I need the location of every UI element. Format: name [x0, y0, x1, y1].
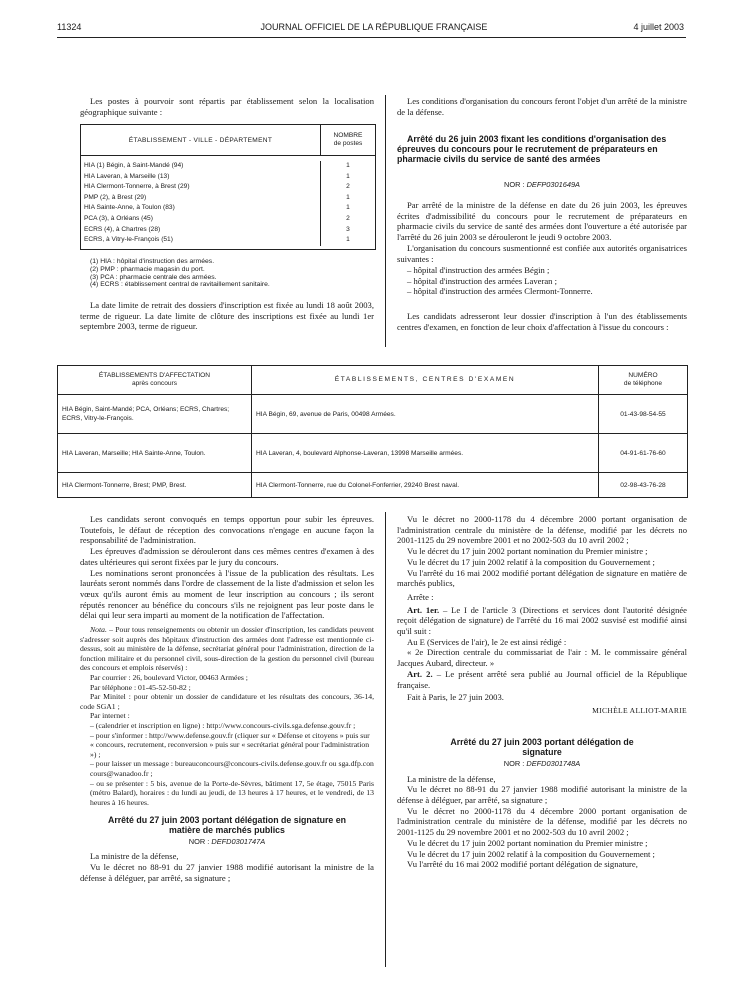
postes-name: HIA Sainte-Anne, à Toulon (83)	[81, 203, 321, 214]
postes-notes	[90, 258, 270, 289]
internet-item: – pour laisser un message : bureauconcours@concours-civils.defense.gouv.fr ou sga.dfp.concours@wanadoo.fr ;	[90, 759, 374, 778]
t2-h3-line1: NUMÉRO	[628, 372, 658, 379]
nota-line: Par Minitel : pour obtenir un dossier de candidature et les résultats des concours, 36-14, code SGA1 ;	[80, 692, 374, 711]
list-item: – hôpital d'instruction des armées Clermont-Tonnerre.	[407, 286, 593, 297]
dates-paragraph: La date limite de retrait des dossiers d'inscription est fixée au lundi 18 août 2003, terme de rigueur. La date limite de clôture des inscriptions est fixée au lundi 1er septembre 2003, terme de rigueur.	[80, 300, 374, 332]
t2-h1-line1: ÉTABLISSEMENTS D'AFFECTATION	[98, 372, 211, 379]
journal-title: JOURNAL OFFICIEL DE LA RÉPUBLIQUE FRANÇAISE	[260, 22, 488, 32]
arrete-word: Arrête :	[407, 591, 434, 602]
art1-text: – Le I de l'article 3 (Directions et services dont l'autorité désignée reçoit délégation de signature) de l'arrêté du 16 mai 2002 susvisé est modifié ainsi qu'il suit :	[397, 604, 687, 637]
column-rule-bottom	[385, 512, 386, 967]
nor-line-3	[397, 759, 687, 768]
art2-text: – Le présent arrêté sera publié au Journal officiel de la République française.	[397, 668, 688, 690]
postes-name: PMP (2), à Brest (29)	[81, 193, 321, 204]
postes-name: HIA Laveran, à Marseille (13)	[81, 172, 321, 183]
article-1	[397, 605, 687, 637]
postes-name: PCA (3), à Orléans (45)	[81, 214, 321, 225]
postes-count: 1	[346, 172, 350, 180]
vu-decret-gouvernement: Vu le décret du 17 juin 2002 relatif à la composition du Gouvernement ;	[407, 556, 655, 567]
nor-label: NOR :	[188, 837, 210, 847]
nota-text: – Pour tous renseignements ou obtenir un dossier d'inscription, les candidats peuvent s'adresser soit auprès des hôpitaux d'instruction des armées dont l'adresse est mentionnée ci-dessus, soit au ministère de la défense, secrétariat général pour l'administration, direction de la fonction militaire et du personnel civil, sous-direction de la gestion du personnel civil (bureau des concours et emplois réservés) :	[80, 625, 374, 673]
issue-date: 4 juillet 2003	[633, 22, 684, 32]
table-row	[81, 172, 375, 183]
nominations-paragraph: Les nominations seront prononcées à l'issue de la publication des résultats. Les lauréats seront nommés dans l'ordre de classement de la liste d'admission et selon les vœux qu'ils auront émis au moment de leur inscription au concours ; ils seront réputés renoncer au bénéfice du concours s'ils ne rejoignent pas leur poste dans le délai qui leur sera imparti au moment de la notification de l'affectation.	[80, 567, 374, 621]
note-line: (3) PCA : pharmacie centrale des armées.	[90, 273, 217, 281]
t2-centre: HIA Laveran, 4, boulevard Alphonse-Laveran, 13998 Marseille armées.	[252, 434, 599, 472]
centres-examen-table	[57, 365, 688, 498]
table-row	[81, 225, 375, 236]
t2-col-affectation	[58, 366, 252, 394]
arrete-p2: L'organisation du concours susmentionné est confiée aux autorités organisatrices suivantes :	[397, 243, 687, 264]
nor-line-2	[80, 837, 374, 846]
t2-centre: HIA Bégin, 69, avenue de Paris, 00498 Armées.	[252, 395, 599, 433]
table-row	[58, 395, 687, 434]
table-row	[81, 203, 375, 214]
nota-line: Par courrier : 26, boulevard Victor, 00463 Armées ;	[90, 673, 248, 682]
b-vu-88-91: Vu le décret no 88-91 du 27 janvier 1988 modifié autorisant la ministre de la défense à déléguer, par arrêté, sa signature ;	[397, 784, 687, 806]
postes-table	[80, 124, 376, 250]
postes-count: 3	[346, 225, 350, 233]
postes-name: HIA (1) Bégin, à Saint-Mandé (94)	[81, 161, 321, 172]
arrete-title-marches: Arrêté du 27 juin 2003 portant délégation de signature en matière de marchés publics	[107, 815, 347, 836]
t2-telephone: 02-98-43-76-28	[620, 482, 666, 489]
article-2	[397, 669, 687, 690]
postes-count: 1	[346, 204, 350, 212]
b-vu-premier-ministre: Vu le décret du 17 juin 2002 portant nomination du Premier ministre ;	[407, 837, 648, 848]
t2-telephone: 04-91-61-76-60	[620, 449, 666, 457]
b-vu-arrete: Vu l'arrêté du 16 mai 2002 modifié portant délégation de signature,	[407, 859, 638, 870]
postes-col-nombre	[321, 125, 375, 155]
nota-label: Nota.	[90, 625, 107, 635]
arrete-p1: Par arrêté de la ministre de la défense en date du 26 juin 2003, les épreuves écrites d'admissibilité du concours pour le recrutement de préparateurs en pharmacie civils du service de santé des armées dont l'ouverture a été autorisée par l'arrêté du 26 juin 2003 se dérouleront le jeudi 9 octobre 2003.	[397, 200, 687, 243]
nombre-line2: de postes	[333, 140, 363, 147]
table-row	[58, 434, 687, 473]
internet-item: – ou se présenter : 5 bis, avenue de la Porte-de-Sèvres, bâtiment 17, 5e étage, 75015 Paris (métro Balard), horaires : du lundi au jeudi, de 13 heures à 17 heures, et le vendredi, de 13 heures à 16 heures.	[90, 778, 374, 807]
left-bottom-column	[80, 514, 374, 883]
postes-name: HIA Clermont-Tonnerre, à Brest (29)	[81, 182, 321, 193]
nota-paragraph	[80, 625, 374, 673]
arrete-title-signature: Arrêté du 27 juin 2003 portant délégation de signature	[450, 736, 634, 757]
nor-label: NOR :	[503, 180, 525, 189]
nor-line-1	[397, 180, 687, 189]
internet-item: – (calendrier et inscription en ligne) : http://www.concours-civils.sga.defense.gouv.fr ;	[90, 720, 356, 730]
nota-line: Par internet :	[90, 711, 130, 721]
column-rule-top	[385, 95, 386, 347]
admission-paragraph: Les épreuves d'admission se dérouleront dans ces mêmes centres d'examen à des dates ultérieures qui seront fixées par le jury du concours.	[80, 546, 374, 567]
conditions-paragraph: Les conditions d'organisation du concours feront l'objet d'un arrêté de la ministre de la défense.	[397, 96, 687, 117]
table-row	[81, 214, 375, 225]
fait-a-paris: Fait à Paris, le 27 juin 2003.	[407, 692, 504, 703]
t2-affectation: HIA Laveran, Marseille; HIA Sainte-Anne, Toulon.	[58, 434, 252, 472]
nor-label: NOR :	[503, 758, 525, 768]
note-line: (1) HIA : hôpital d'instruction des armées.	[90, 258, 215, 265]
t2-centre: HIA Clermont-Tonnerre, rue du Colonel-Fonferrier, 29240 Brest naval.	[252, 473, 599, 498]
t2-affectation: HIA Clermont-Tonnerre, Brest; PMP, Brest.	[58, 473, 252, 498]
internet-item: – pour s'informer : http://www.defense.gouv.fr (cliquer sur « Défense et citoyens » puis sur « concours, recrutement, reconversion » puis sur « secrétariat général pour l'administration ») ;	[90, 730, 370, 759]
t2-col-telephone	[599, 366, 687, 394]
art1-label: Art. 1er.	[407, 604, 440, 615]
postes-count: 1	[346, 162, 350, 169]
arrete-title-26-juin: Arrêté du 26 juin 2003 fixant les conditions d'organisation des épreuves du concours pour le recrutement de préparateurs en pharmacie civils du service de santé des armées	[397, 134, 667, 164]
b-ministre: La ministre de la défense,	[407, 773, 496, 784]
table-row	[81, 161, 375, 172]
nota-line: Par téléphone : 01-45-52-50-82 ;	[90, 682, 191, 692]
postes-intro: Les postes à pourvoir sont répartis par établissement selon la localisation géographique suivante :	[80, 96, 374, 117]
autorites-list	[407, 265, 687, 297]
list-item: – hôpital d'instruction des armées Bégin ;	[407, 265, 550, 275]
header-rule	[57, 37, 686, 38]
note-line: (4) ECRS : établissement central de ravitaillement sanitaire.	[90, 281, 270, 289]
article-1-b: Au E (Services de l'air), le 2e est ainsi rédigé :	[407, 636, 567, 647]
b-vu-gouvernement: Vu le décret du 17 juin 2002 relatif à la composition du Gouvernement ;	[407, 848, 655, 859]
postes-name: ECRS (4), à Chartres (28)	[81, 225, 321, 236]
postes-count: 1	[346, 236, 350, 244]
note-line: (2) PMP : pharmacie magasin du port.	[90, 265, 205, 273]
arrete-p3: Les candidats adresseront leur dossier d'inscription à l'un des établissements centres d'examen, en fonction de leur choix d'affectation à l'issue du concours :	[397, 311, 687, 332]
nor-code: DEFD0301747A	[211, 837, 266, 847]
article-1-c: « 2e Direction centrale du commissariat de l'air : M. le commissaire général Jacques Aubard, directeur. »	[397, 647, 687, 669]
signature: MICHÈLE ALLIOT-MARIE	[592, 705, 687, 715]
t2-h1-line2: après concours	[131, 380, 178, 387]
postes-name: ECRS, à Vitry-le-François (51)	[81, 235, 321, 246]
postes-count: 2	[346, 214, 350, 222]
table-row	[81, 235, 375, 246]
list-item: – hôpital d'instruction des armées Laveran ;	[407, 275, 557, 286]
postes-count: 1	[346, 193, 350, 201]
nor-code: DEFD0301748A	[526, 758, 581, 768]
convocation-paragraph: Les candidats seront convoqués en temps opportun pour subir les épreuves. Toutefois, le défaut de réception des convocations n'engage en aucune façon la responsabilité de l'administration.	[80, 514, 374, 546]
postes-count: 2	[346, 183, 350, 191]
a2-vu: Vu le décret no 88-91 du 27 janvier 1988 modifié autorisant la ministre de la défense à déléguer, par arrêté, sa signature ;	[80, 862, 374, 883]
t2-col-centres: ÉTABLISSEMENTS, CENTRES D'EXAMEN	[252, 366, 599, 394]
vu-decret-premier-ministre: Vu le décret du 17 juin 2002 portant nomination du Premier ministre ;	[407, 546, 648, 557]
table-row	[81, 193, 375, 204]
t2-telephone: 01-43-98-54-55	[620, 410, 666, 418]
b-vu-2000-1178: Vu le décret no 2000-1178 du 4 décembre 2000 portant organisation de l'administration centrale du ministère de la défense, modifié par les décrets no 2001-1125 du 29 novembre 2001 et no 2002-503 du 10 avril 2002 ;	[397, 805, 687, 838]
table-row	[58, 473, 687, 498]
a2-ministre: La ministre de la défense,	[90, 851, 179, 862]
vu-decret-2000: Vu le décret no 2000-1178 du 4 décembre 2000 portant organisation de l'administration centrale du ministère de la défense, modifié par les décrets no 2001-1125 du 29 novembre 2001 et no 2002-503 du 10 avril 2002 ;	[397, 514, 687, 546]
table-row	[81, 182, 375, 193]
postes-col-etablissement: ÉTABLISSEMENT - VILLE - DÉPARTEMENT	[81, 125, 321, 155]
nor-code: DEFP0301649A	[526, 180, 580, 189]
t2-affectation: HIA Bégin, Saint-Mandé; PCA, Orléans; ECRS, Chartres; ECRS, Vitry-le-François.	[58, 395, 252, 433]
art2-label: Art. 2.	[407, 668, 433, 679]
vu-arrete-marches: Vu l'arrêté du 16 mai 2002 modifié portant délégation de signature en matière de marchés publics,	[397, 567, 687, 589]
right-bottom-column	[397, 514, 687, 870]
page-number: 11324	[57, 22, 82, 32]
nombre-line1: NOMBRE	[333, 132, 363, 139]
t2-h3-line2: de téléphone	[623, 380, 663, 387]
